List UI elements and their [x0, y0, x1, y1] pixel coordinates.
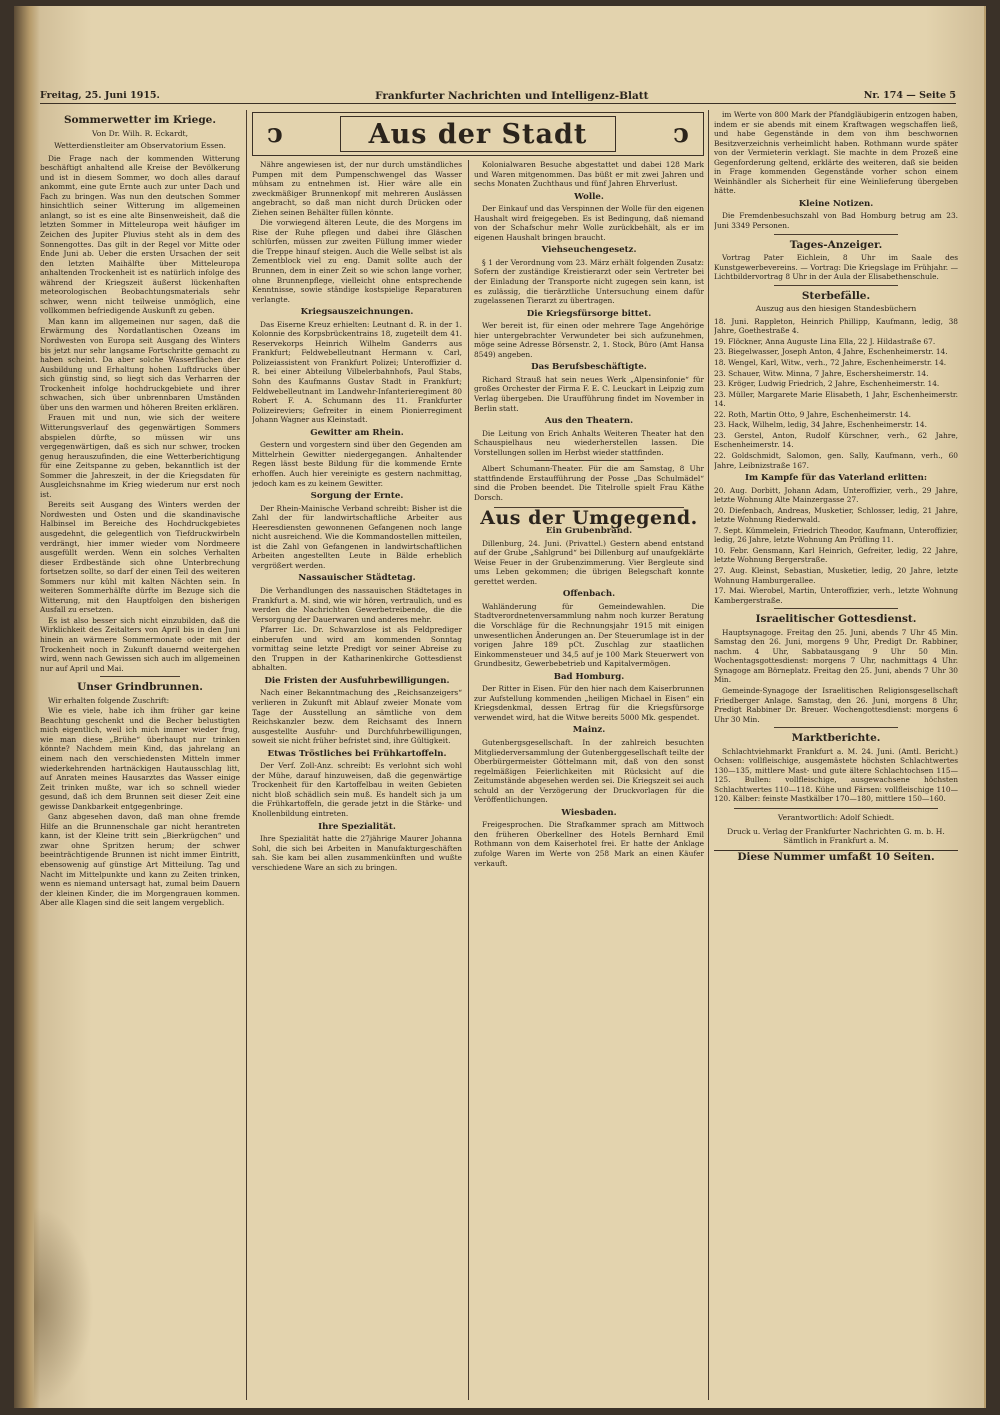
- paragraph: Wer bereit ist, für einen oder mehrere Tage Angehörige hier untergebrachter Verwundeter bei sich aufzunehmen, möge seine Adresse Börsenstr. 2, 1. Stock, Büro (Amt Hansa 8549) angeben.: [474, 321, 704, 359]
- paragraph: Der Einkauf und das Verspinnen der Wolle für den eigenen Haushalt wird freigegeben. Es ist Bedingung, daß niemand von der Schafschur mehr Wolle zurückbehält, als er im eigenen Haushalt bringen braucht.: [474, 204, 704, 242]
- section-heading: Tages-Anzeiger.: [789, 238, 883, 251]
- paragraph: Man kann im allgemeinen nur sagen, daß die Erwärmung des Nordatlantischen Ozeans im Nordwesten von Europa seit Ausgang des Winters bis jetzt nur sehr langsame Fortschritte gemacht zu haben scheint. Da aber solche Wasserflächen der Ausbildung und Erhaltung hohen Luftdrucks über sich günstig sind, so liegt sich das Verharren der Trockenheit infolge hochdruckgebiete und ihrer schwachen, sich über unbrennbaren Umständen über uns den warmen und höheren Breiten erklären.: [40, 316, 240, 412]
- binding-edge: [14, 6, 40, 1408]
- list-item: 22. Goldschmidt, Salomon, gen. Sally, Kaufmann, verh., 60 Jahre, Leibnizstraße 167.: [714, 450, 958, 470]
- list-item: 23. Hack, Wilhelm, ledig, 34 Jahre, Eschenheimerstr. 14.: [714, 420, 927, 430]
- paragraph: Wahländerung für Gemeindewahlen. Die Stadtverordnetenversammlung nahm noch kurzer Beratung die Vorschläge für die Rechnungsjahr 1915 mit einigen unwesentlichen Änderungen an. Der Steuerumlage ist in der vorigen Jahre 189 pCt. Zuschlag zur staatlichen Einkommensteuer und 34,5 auf je 100 Mark Steuerwert von Grundbesitz, Gewerbebetrieb und Kapitalvermögen.: [474, 601, 704, 669]
- paragraph: Hauptsynagoge. Freitag den 25. Juni, abends 7 Uhr 45 Min. Samstag den 26. Juni, morgens 9 Uhr, Predigt Dr. Rabbiner, nachm. 4 Uhr, Sabbatausgang 9 Uhr 50 Min. Wochentagsgottesdienst: morgens 7 Uhr, nachmittags 4 Uhr. Synagoge am Börneplatz. Freitag den 25. Juni, abends 7 Uhr 30 Min.: [714, 627, 958, 685]
- paragraph: Frauen mit und nun, wie sich der weitere Witterungsverlauf des gegenwärtigen Sommers abspielen dürfte, so müssen wir uns vergegenwärtigen, daß es sich nur schwer, trocken genug herauszufinden, die eine Wetterberichtigung für eine Zeitspanne zu geben, bekanntlich ist der Sommer die Jahreszeit, in der die Kriegsdaten für Ausgleichsnahme im Krieg wiederum nur erst noch ist.: [40, 413, 240, 499]
- paragraph: Gestern und vorgestern sind über den Gegenden am Mittelrhein Gewitter niedergegangen. Anhaltender Regen lässt beste Bildung für die kommende Ernte erhoffen. Auch hier vereinigte es gestern nachmittag, jedoch kam es zu keinem Gewitter.: [252, 440, 462, 488]
- list-item: 23. Biegelwasser, Joseph Anton, 4 Jahre, Eschenheimerstr. 14.: [714, 347, 948, 357]
- death-list: [714, 317, 958, 470]
- article-title: Sommerwetter im Kriege.: [63, 114, 217, 126]
- page-number: Nr. 174 — Seite 5: [863, 90, 956, 101]
- paragraph: Die vorwiegend älteren Leute, die des Morgens im Rise der Ruhe pflegen und dabei ihre Gläschen schlürfen, müssen zur zweiten Füllung immer wieder die Treppe hinauf steigen. Auch die Welle selbst ist als Zementblock viel zu eng. Damit sollte auch der Brunnen, dem in einer Zeit so wie schon lange vorher, ohne Brunnenpflege, vielleicht ohne entsprechende Kenntnisse, sowie ständige kostspielige Reparaturen verlangte.: [252, 218, 462, 304]
- list-item: 18. Juni. Rappleton, Heinrich Phillipp, Kaufmann, ledig, 38 Jahre, Goethestraße 4.: [714, 316, 958, 336]
- paragraph: Kolonialwaren Besuche abgestattet und dabei 128 Mark und Waren mitgenommen. Das büßt er mit zwei Jahren und sechs Monaten Zuchthaus und fünf Jahren Ehrverlust.: [474, 160, 704, 189]
- section-heading: Aus der Umgegend.: [480, 506, 698, 529]
- subheading: Gewitter am Rhein.: [310, 427, 404, 438]
- section-heading: Sterbefälle.: [801, 289, 871, 302]
- fallen-list: [714, 486, 958, 606]
- divider: [774, 285, 898, 286]
- subheading: Wiesbaden.: [561, 807, 617, 818]
- column-rule: [708, 110, 709, 1400]
- paragraph: Wir erhalten folgende Zuschrift:: [48, 695, 170, 705]
- paragraph: Es ist also besser sich nicht einzubilden, daß die Wirklichkeit des Zeitalters von April bis in den Juni hinein an wärmere Sommermonate oder mit der Trockenheit noch in Zukunft dauernd weitergehen wird, wenn nach Gewissen sich auch im allgemeinen nur auf April und Mai.: [40, 615, 240, 673]
- paragraph: Richard Strauß hat sein neues Werk „Alpensinfonie“ für großes Orchester der Firma F. E. C. Leuckart in Leipzig zum Verlag übergeben. Die Uraufführung findet im November in Berlin statt.: [474, 374, 704, 413]
- paragraph: Bereits seit Ausgang des Winters werden der Nordwesten und Osten und die skandinavische Halbinsel im Bereiche des Hochdruckgebietes ausgedehnt, die gelegentlich von Tiefdruckwirbeln verdrängt, hier immer wieder vom Nordmeere ausgefüllt werden. Wenn ein solches Verhalten dieser Erdbestände sich ohne Unterbrechung fortsetzen sollte, so darf der einen Teil des weiteren Sommers nur kühl mit kalten Nächten sein. In weiteren Sommerhälfte dürfte im Bezuge sich die Witterung, mit den Hauptfolgen den bisherigen Ausfall zu ersetzen.: [40, 500, 240, 615]
- paragraph: Das Eiserne Kreuz erhielten: Leutnant d. R. in der 1. Kolonnie des Korpsbrückentrains 18, zugeteilt dem 41. Reservekorps Heinrich Wilhelm Ganderrs aus Frankfurt; Feldwebelleutnant Hermann v. Carl, Polizeiassistent von Frankfurt Polizei; Unteroffizier d. R. bei einer Abteilung Vilbelerbahnhofs, Paul Stabs, Sohn des Kaufmanns Gustav Stadt in Frankfurt; Feldwebelleutnant im Landwehr-Infanterieregiment 80 Robert F. A. Schumann des 11. Frankfurter Polizeireviers; Gefreiter in einem Pionierregiment Johann Wagner aus Kleinstadt.: [252, 319, 462, 425]
- paragraph: Vortrag Pater Eichlein, 8 Uhr im Saale des Kunstgewerbevereins. — Vortrag: Die Kriegslage im Frühjahr. — Lichtbildervortrag 8 Uhr in der Aula der Elisabethenschule.: [714, 253, 958, 282]
- list-item: 27. Aug. Kleinst, Sebastian, Musketier, ledig, 20 Jahre, letzte Wohnung Hamburgerallee.: [714, 565, 958, 585]
- paragraph: Pfarrer Lic. Dr. Schwarzlose ist als Feldprediger einberufen und wird am kommenden Sonntag vormittag seine letzte Predigt vor seiner Abreise zu den Truppen in der Katharinenkirche Gottesdienst abhalten.: [252, 625, 462, 673]
- column-3: [474, 160, 704, 1400]
- subheading: Kleine Notizen.: [798, 198, 874, 209]
- paragraph: im Werte von 800 Mark der Pfandgläubigerin entzogen haben, indem er sie abends mit einem Kraftwagen wegschaffen ließ, und habe Gegenstände in dem von ihm beschwornen Besitzverzeichnis verheimlicht haben. Rothmann wurde später von der Vermieterin verklagt. Sie machte in dem Prozeß eine Gegenforderung geltend, erklärte des weiteren, daß sie beiden in Frage kommenden Gegenstände vorher schon einem Weinhändler als Sicherheit für eine Weinlieferung übergeben hätte.: [714, 110, 958, 196]
- section-heading: Marktberichte.: [791, 732, 881, 745]
- subheading: Auszug aus den hiesigen Standesbüchern: [755, 304, 917, 314]
- paragraph: Nach einer Bekanntmachung des „Reichsanzeigers“ verlieren in Zukunft mit Ablauf zweier Monate vom Tage der Ausstellung an sämtliche von dem Reichskanzler bezw. dem Reichsamt des Innern ausgestellte Ausfuhr- und Durchfuhrbewilligungen, soweit sie nicht früher befristet sind, ihre Gültigkeit.: [252, 688, 462, 746]
- column-1: [40, 110, 240, 1400]
- paragraph: § 1 der Verordnung vom 23. März erhält folgenden Zusatz: Sofern der zuständige Kreistierarzt oder sein Vertreter bei der Einladung der Transporte nicht zugegen sein kann, ist es zulässig, die tierärztliche Untersuchung einem dafür zugelassenen Tierarzt zu übertragen.: [474, 257, 704, 306]
- subheading: Bad Homburg.: [553, 671, 625, 682]
- paragraph: Freigesprochen. Die Strafkammer sprach am Mittwoch den früheren Oberkellner des Hotels Bernhard Emil Rothmann von dem Kaiserhotel frei. Er hatte der Anklage zufolge Waren im Werte von 258 Mark an einen Käufer verkauft.: [474, 820, 704, 868]
- list-item: 20. Diefenbach, Andreas, Musketier, Schlosser, ledig, 21 Jahre, letzte Wohnung Riederwald.: [714, 505, 958, 525]
- subheading: Das Berufsbeschäftigte.: [531, 362, 647, 373]
- divider: [100, 676, 180, 677]
- paragraph: Die Leitung von Erich Anhalts Weiteren Theater hat den Schauspielhaus neu wiederherstellen lassen. Die Vorstellungen sollen im Herbst wieder stattfinden.: [474, 428, 704, 457]
- editor-credit: Verantwortlich: Adolf Schiedt.: [777, 813, 895, 822]
- paragraph: Albert Schumann-Theater. Für die am Samstag, 8 Uhr stattfindende Erstaufführung der Posse „Das Schulmädel“ sind die Proben beendet. Die Titelrolle spielt Frau Käthe Dorsch.: [474, 464, 704, 502]
- section-title: Aus der Stadt: [340, 116, 617, 152]
- ornament-left-icon: ↄ: [267, 119, 283, 149]
- subheading: Ein Grubenbrand.: [545, 526, 633, 537]
- list-item: 10. Febr. Gensmann, Karl Heinrich, Gefreiter, ledig, 22 Jahre, letzte Wohnung Bergerstraße.: [714, 545, 958, 565]
- paragraph: Die Frage nach der kommenden Witterung beschäftigt anhaltend alle Kreise der Bevölkerung und ist in diesem Sommer, wo doch alles darauf ankommt, eine gute Ernte auch zur unter Dach und Fach zu bringen. Was nun den deutschen Sommer hinsichtlich seiner Witterung im allgemeinen anlangt, so ist es eine alte Binsenweisheit, daß die letzten Sommer in Mitteleuropa weit häufiger im Zeichen des Jupiter Pluvius steht als in dem des Sonnengottes. Das gilt in der Regel vor Mitte oder Ende Juni ab. Ueber die ersten Ursachen der seit den letzten Maihälfte über Mitteleuropa anhaltenden Trockenheit ist es natürlich infolge des während der Kriegszeit äußerst lückenhaften meteorologischen Beobachtungsmaterials sehr schwer, wenn nicht teilweise unmöglich, eine vollkommen befriedigende Auskunft zu geben.: [40, 153, 240, 316]
- column-2: [252, 160, 462, 1400]
- list-item: 23. Gerstel, Anton, Rudolf Kürschner, verh., 62 Jahre, Eschenheimerstr. 14.: [714, 430, 958, 450]
- paragraph: Dillenburg, 24. Juni. (Privattel.) Gestern abend entstand auf der Grube „Sahlgrund“ bei Dillenburg auf unaufgeklärte Weise Feuer in der Grubenzimmerung. Vier Bergleute sind ums Leben gekommen; die übrigen Belegschaft konnte gerettet werden.: [474, 538, 704, 586]
- section-banner: [252, 112, 704, 156]
- author-role: Wetterdienstleiter am Observatorium Essen.: [54, 141, 226, 151]
- paragraph: Nähre angewiesen ist, der nur durch umständliches Pumpen mit dem Pumpenschwengel das Wasser mühsam zu entnehmen ist. Hier wäre alle ein zweckmäßiger Brunnenkopf mit mehreren Auslässen angebracht, so daß man nicht durch Drücken oder Ziehen seinen Behälter füllen könnte.: [252, 160, 462, 217]
- paragraph: Die Verhandlungen des nassauischen Städtetages in Frankfurt a. M. sind, wie wir hören, vertraulich, und es werden die Nachrichten Gewerbetreibende, die die Versorgung der Dauerwaren und anderes mehr.: [252, 585, 462, 624]
- paragraph: Ganz abgesehen davon, daß man ohne fremde Hilfe an die Brunnenschale gar nicht herantreten kann, ist der Kleine tritt sein „Bierkrügchen“ und zwar ohne Spritzen herum; der schwer beeinträchtigende Brunnen ist nicht immer Eintritt, ebensowenig auf günstige Art Mitteilung. Tag und Nacht im Mittelpunkte und kann zu Zeiten trinken, wenn es niemand untersagt hat, zumal beim Dauern der kleinen Kinder, die im Morgengrauen kommen. Aber alle Klagen sind die seit langem vergeblich.: [40, 812, 240, 908]
- paragraph: Wie es viele, habe ich ihm früher gar keine Beachtung geschenkt und die Becher belustigten mich eigentlich, weil ich mich immer wieder frug, wie man diese „Brühe“ überhaupt nur trinken könnte? Nachdem mein Kind, das jahrelang an einem nach den verschiedensten Mitteln immer wiederkehrenden hartnäckigen Hautausschlag litt, auf Anraten meines Hausarztes das Wasser einige Zeit trinken mußte, war ich so schnell wieder gesund, daß ich dem Brunnen seit dieser Zeit eine gewisse Dankbarkeit entgegenbringe.: [40, 706, 240, 811]
- subheading: Etwas Tröstliches bei Frühkartoffeln.: [267, 748, 447, 759]
- paragraph: Der Verf. Zoll-Anz. schreibt: Es verlohnt sich wohl der Mühe, darauf hinzuweisen, daß die gegenwärtige Trockenheit für den Kartoffelbau in weiten Gebieten nicht bloß schädlich sein muß. Es handelt sich ja um die Frühkartoffeln, die gerade jetzt in die Stärke- und Knollenbildung eintreten.: [252, 761, 462, 818]
- list-item: 23. Kröger, Ludwig Friedrich, 2 Jahre, Eschenheimerstr. 14.: [714, 379, 940, 389]
- divider: [534, 460, 644, 461]
- list-item: 17. Mai. Wierobel, Martin, Unteroffizier, verh., letzte Wohnung Kambergerstraße.: [714, 586, 958, 605]
- section-heading: Israelitischer Gottesdienst.: [755, 613, 917, 626]
- article-title: Unser Grindbrunnen.: [77, 681, 203, 694]
- subheading: Im Kampfe für das Vaterland erlitten:: [744, 473, 928, 484]
- subheading: Offenbach.: [562, 589, 616, 600]
- paragraph: Die Fremdenbesuchszahl von Bad Homburg betrug am 23. Juni 3349 Personen.: [714, 211, 958, 231]
- list-item: 23. Schauer, Witw. Minna, 7 Jahre, Eschersheimerstr. 14.: [714, 368, 929, 378]
- list-item: 20. Aug. Dorbitt, Johann Adam, Unteroffizier, verh., 29 Jahre, letzte Wohnung Alte Mainzergasse 27.: [714, 485, 958, 505]
- ornament-right-icon: ↄ: [673, 119, 689, 149]
- subheading: Nassauischer Städtetag.: [298, 573, 416, 584]
- paragraph: Der Ritter in Eisen. Für den hier nach dem Kaiserbrunnen zur Aufstellung kommenden „heiligen Michael in Eisen“ ein Kriegsdenkmal, dessen Ertrag für die Kriegsfürsorge verwendet wird, hat die Witwe bereits 5000 Mk. gespendet.: [474, 684, 704, 722]
- list-item: 22. Roth, Martin Otto, 9 Jahre, Eschenheimerstr. 14.: [714, 409, 911, 419]
- divider: [774, 727, 898, 728]
- divider: [734, 808, 938, 809]
- list-item: 7. Sept. Kümmelein, Friedrich Theodor, Kaufmann, Unteroffizier, ledig, 26 Jahre, letzte Wohnung Am Prüfling 11.: [714, 525, 958, 545]
- divider: [774, 608, 898, 609]
- subheading: Wolle.: [574, 191, 604, 202]
- column-4: [714, 110, 958, 1400]
- page-count-notice: Diese Nummer umfaßt 10 Seiten.: [714, 850, 958, 863]
- subheading: Die Kriegsfürsorge bittet.: [526, 308, 652, 319]
- issue-date: Freitag, 25. Juni 1915.: [40, 90, 160, 101]
- column-rule: [468, 160, 469, 1400]
- paragraph: Gemeinde-Synagoge der Israelitischen Religionsgesellschaft Friedberger Anlage. Samstag, den 26. Juni, morgens 8 Uhr, Predigt Rabbiner Dr. Breuer. Wochengottesdienst: morgens 6 Uhr 30 Min.: [714, 685, 958, 724]
- paragraph: Gutenbergsgesellschaft. In der zahlreich besuchten Mitgliederversammlung der Gutenberggesellschaft teilte der Oberbürgermeister Göttelmann mit, daß von den sonst regelmäßigen Feierlichkeiten mit Rücksicht auf die Zeitumstände abgesehen werden sei. Die Kriegszeit sei auch schuld an der Verzögerung der Druckvorlagen für die Veröffentlichungen.: [474, 737, 704, 805]
- list-item: 18. Wengel, Karl, Witw., verh., 72 Jahre, Eschenheimerstr. 14.: [714, 358, 947, 368]
- paragraph: Schlachtviehmarkt Frankfurt a. M. 24. Juni. (Amtl. Bericht.) Ochsen: vollfleischige, ausgemästete höchsten Schlachtwertes 130—135, mittlere Mast- und gute ältere Schlachtochsen 115—125. Bullen: vollfleischige, ausgewachsene höchsten Schlachtwertes 110—118. Kühe und Färsen: vollfleischige 110—120. Kälber: feinste Mastkälber 170—180, mittlere 150—160.: [714, 746, 958, 804]
- subheading: Mainz.: [572, 725, 606, 736]
- list-item: 19. Flöckner, Anna Auguste Lina Ella, 22 J. Hildastraße 67.: [714, 336, 936, 346]
- subheading: Sorgung der Ernte.: [310, 491, 404, 502]
- column-rule: [246, 110, 247, 1400]
- subheading: Ihre Spezialität.: [318, 821, 396, 832]
- list-item: 23. Müller, Margarete Marie Elisabeth, 1 Jahr, Eschenheimerstr. 14.: [714, 389, 958, 409]
- divider: [774, 234, 898, 235]
- subheading: Kriegsauszeichnungen.: [300, 307, 414, 318]
- author: Von Dr. Wilh. R. Eckardt,: [91, 128, 189, 138]
- page-header: [40, 88, 956, 104]
- paragraph: Der Rhein-Mainische Verband schreibt: Bisher ist die Zahl der für landwirtschaftliche Arbeiter aus Heeresdiensten gewonnenen Gefangenen noch lange nicht ausreichend. Wie die Kommandostellen mitteilen, ist die Zahl von Gefangenen in landwirtschaftlichen Arbeiten angestellten Leute in Bälde erheblich vergrößert werden.: [252, 503, 462, 570]
- subheading: Aus den Theatern.: [544, 416, 634, 427]
- subheading: Die Fristen der Ausfuhrbewilligungen.: [264, 675, 450, 686]
- newspaper-title: Frankfurter Nachrichten und Intelligenz-Blatt: [375, 89, 649, 102]
- subheading: Viehseuchengesetz.: [541, 245, 637, 256]
- printer-credit: Druck u. Verlag der Frankfurter Nachrichten G. m. b. H. Sämtlich in Frankfurt a. M.: [727, 826, 945, 846]
- paragraph: Ihre Spezialität hatte die 27jährige Maurer Johanna Sohl, die sich bei Arbeiten in Manufakturgeschäften sah. Sie kam bei allen zusammenkünften und wußte verschiedene Ware an sich zu bringen.: [252, 834, 462, 872]
